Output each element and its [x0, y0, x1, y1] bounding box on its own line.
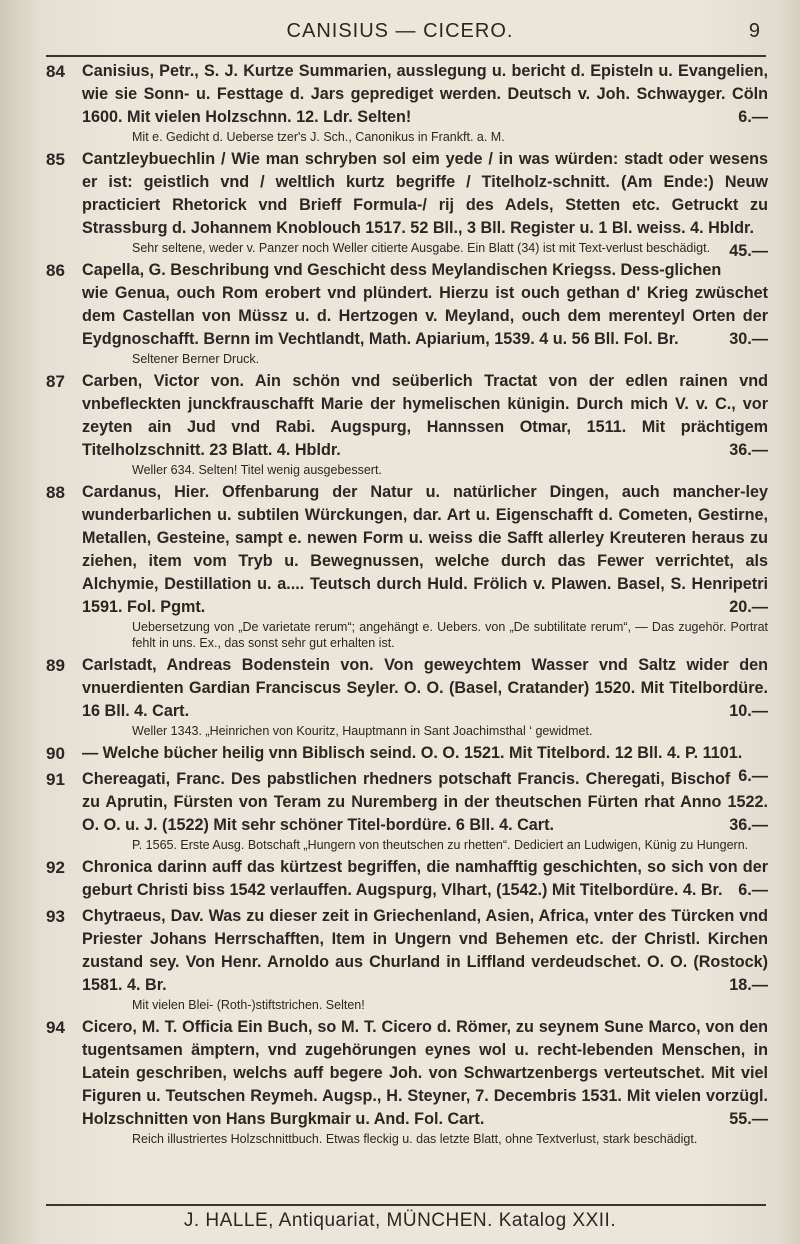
entry-description: [82, 654, 768, 723]
entry-description: [82, 481, 768, 619]
entry-number: 85: [46, 150, 65, 169]
entry-text: Cantzleybuechlin / Wie man schryben sol eim yede / in was würden: stadt oder wesens er ist: geistlich vnd / weltlich kurtz begriffe / Titelholz-schnitt. (Am Ende:) Neuw practiciert Rhetorick vnd Brieff Formula-/ rij des Adels, Stetten etc. Getruckt zu Strassburg d. Johannem Knoblouch 1517. 52 Bll., 3 Bll. Register u. 1 Bl. weiss. 4. Hbldr.: [82, 150, 768, 237]
entry-description: [82, 259, 768, 351]
entry-note: Sehr seltene, weder v. Panzer noch Weller citierte Ausgabe. Ein Blatt (34) ist mit Text-verlust beschädigt.: [132, 241, 711, 255]
entry-text: Canisius, Petr., S. J. Kurtze Summarien, ausslegung u. bericht d. Episteln u. Evangelien, wie sie Sonn- u. Festtage d. Jars geprediget werden. Deutsch v. Joh. Schwayger. Cöln 1600. Mit vielen Holzschnn. 12. Ldr. Selten!: [82, 62, 768, 126]
catalog-entry: [46, 768, 768, 853]
footer-rule: [46, 1204, 766, 1206]
entry-description: [82, 370, 768, 462]
catalog-entry: [46, 1016, 768, 1147]
catalog-entry: [46, 481, 768, 651]
catalog-entries: [46, 60, 768, 1150]
entry-text: Carben, Victor von. Ain schön vnd seüberlich Tractat von der edlen rainen vnd vnbefleckten junckfrauschafft Marie der hymelischen künigin. Durch mich V. v. C., vor zeyten ain Jud vnd Rabi. Augspurg, Hannssen Otmar, 1511. Mit prächtigem Titelholzschnitt. 23 Blatt. 4. Hbldr.: [82, 372, 768, 459]
page-title: CANISIUS — CICERO.: [286, 20, 514, 42]
catalog-entry: [46, 654, 768, 739]
catalog-entry: [46, 905, 768, 1013]
catalog-entry: [46, 259, 768, 367]
entry-number: 87: [46, 372, 65, 391]
entry-note: Weller 1343. „Heinrichen von Kouritz, Hauptmann in Sant Joachimsthal ‘ gewidmet.: [132, 724, 593, 738]
entry-price: 20.—: [729, 598, 768, 616]
entry-number: 90: [46, 744, 65, 763]
entry-text: Cicero, M. T. Officia Ein Buch, so M. T. Cicero d. Römer, zu seynem Sune Marco, von den tugentsamen ämptern, vnd zugehörungen eynes wol u. recht-lebenden Menschen, in Latein geschriben, welchs auff begere Joh. von Schwartzenbergs verteutschet. Mit viel Figuren u. Teutschen Reymeh. Augsp., H. Steyner, 7. Decembris 1531. Mit vielen vorzügl. Holzschnitten von Hans Burgkmair u. And. Fol. Cart.: [82, 1018, 768, 1128]
entry-number: 93: [46, 907, 65, 926]
entry-text: Cardanus, Hier. Offenbarung der Natur u. natürlicher Dingen, auch mancher-ley wunderbarlichen u. subtilen Würckungen, dar. Art u. Eigenschafft d. Cometen, Gestirne, Metallen, Gesteine, sampt e. newen Form u. weiss die Safft allerley Kreuteren heraus zu ziehen, item vom Tryb u. Bewegnussen, welche durch das Fewer verrichtet, als Alchymie, Destillation u. a.... Teutsch durch Huld. Frölich v. Plawen. Basel, S. Henripetri 1591. Fol. Pgmt.: [82, 483, 768, 616]
catalog-entry: [46, 370, 768, 478]
entry-description: [82, 60, 768, 129]
entry-price: 55.—: [729, 1110, 768, 1128]
entry-price: 36.—: [729, 441, 768, 459]
entry-note: Seltener Berner Druck.: [132, 352, 260, 366]
page-footer: J. HALLE, Antiquariat, MÜNCHEN. Katalog XXII.: [183, 1210, 617, 1231]
entry-note: Weller 634. Selten! Titel wenig ausgebessert.: [132, 463, 382, 477]
entry-note: Reich illustriertes Holzschnittbuch. Etwas fleckig u. das letzte Blatt, ohne Textverlust, stark beschädigt.: [132, 1132, 698, 1146]
entry-number: 92: [46, 858, 65, 877]
entry-text: — Welche bücher heilig vnn Biblisch seind. O. O. 1521. Mit Titelbord. 12 Bll. 4. P. 1101.: [82, 744, 743, 762]
entry-number: 94: [46, 1018, 65, 1037]
entry-price: 45.—: [729, 242, 768, 260]
entry-description: [82, 1016, 768, 1131]
entry-number: 86: [46, 261, 65, 280]
entry-price: 36.—: [729, 816, 768, 834]
entry-text: Chytraeus, Dav. Was zu dieser zeit in Griechenland, Asien, Africa, vnter des Türcken vnd Priester Johans Herrschafften, Item in Ungern vnd Behemen etc. der Christl. Kirchen zustand sey. Von Henr. Arnoldo aus Churland in Liffland verdeudschet. O. O. (Rostock) 1581. 4. Br.: [82, 907, 768, 994]
entry-price: 6.—: [738, 767, 768, 785]
entry-description: [82, 768, 768, 837]
entry-price: 6.—: [738, 108, 768, 126]
entry-description: [82, 905, 768, 997]
entry-text: Capella, G. Beschribung vnd Geschicht dess Meylandischen Kriegss. Dess-glichen wie Genua, ouch Rom erobert vnd plündert. Hierzu ist ouch gethan d' Krieg zwüschet dem Castellan von Müssz u. d. Hertzogen v. Meyland, ouch dem merenteyl Orten der Eydgnoschafft. Bernn im Vechtlandt, Math. Apiarium, 1539. 4 u. 56 Bll. Fol. Br.: [82, 261, 768, 348]
catalog-entry: [46, 60, 768, 145]
entry-price: 6.—: [738, 881, 768, 899]
entry-description: [82, 742, 768, 785]
entry-text: Carlstadt, Andreas Bodenstein von. Von geweychtem Wasser vnd Saltz wider den vnuerdienten Gardian Franciscus Seyler. O. O. (Basel, Cratander) 1520. Mit Titelbordüre. 16 Bll. 4. Cart.: [82, 656, 768, 720]
entry-text: Chereagati, Franc. Des pabstlichen rhedners potschaft Francis. Cheregati, Bischof zu Aprutin, Fürsten von Teram zu Nuremberg in der theutschen Fürten rhat Anno 1522. O. O. u. J. (1522) Mit sehr schöner Titel-bordüre. 6 Bll. 4. Cart.: [82, 770, 768, 834]
entry-note: P. 1565. Erste Ausg. Botschaft „Hungern von theutschen zu rhetten“. Dediciert an Ludwigen, Künig zu Hungern.: [132, 838, 749, 852]
header-rule: [46, 55, 766, 57]
catalog-entry: [46, 148, 768, 260]
entry-note: Mit e. Gedicht d. Ueberse tzer's J. Sch., Canonikus in Frankft. a. M.: [132, 130, 505, 144]
catalog-entry: [46, 856, 768, 902]
entry-number: 88: [46, 483, 65, 502]
entry-description: [82, 856, 768, 902]
entry-number: 89: [46, 656, 65, 675]
entry-number: 91: [46, 770, 65, 789]
entry-text: Chronica darinn auff das kürtzest begriffen, die namhafftig geschichten, so sich von der geburt Christi biss 1542 verlauffen. Augspurg, Vlhart, (1542.) Mit Titelbordüre. 4. Br.: [82, 858, 768, 899]
entry-note: Uebersetzung von „De varietate rerum“; angehängt e. Uebers. von „De subtilitate rerum“, — Das zugehör. Portrat fehlt in uns. Ex., das sonst sehr gut erhalten ist.: [132, 620, 768, 650]
entry-price: 30.—: [729, 330, 768, 348]
page-header: [0, 20, 800, 50]
page-number: 9: [748, 20, 760, 42]
entry-price: 18.—: [729, 976, 768, 994]
entry-note: Mit vielen Blei- (Roth-)stiftstrichen. Selten!: [132, 998, 365, 1012]
entry-number: 84: [46, 62, 65, 81]
entry-price: 10.—: [729, 702, 768, 720]
